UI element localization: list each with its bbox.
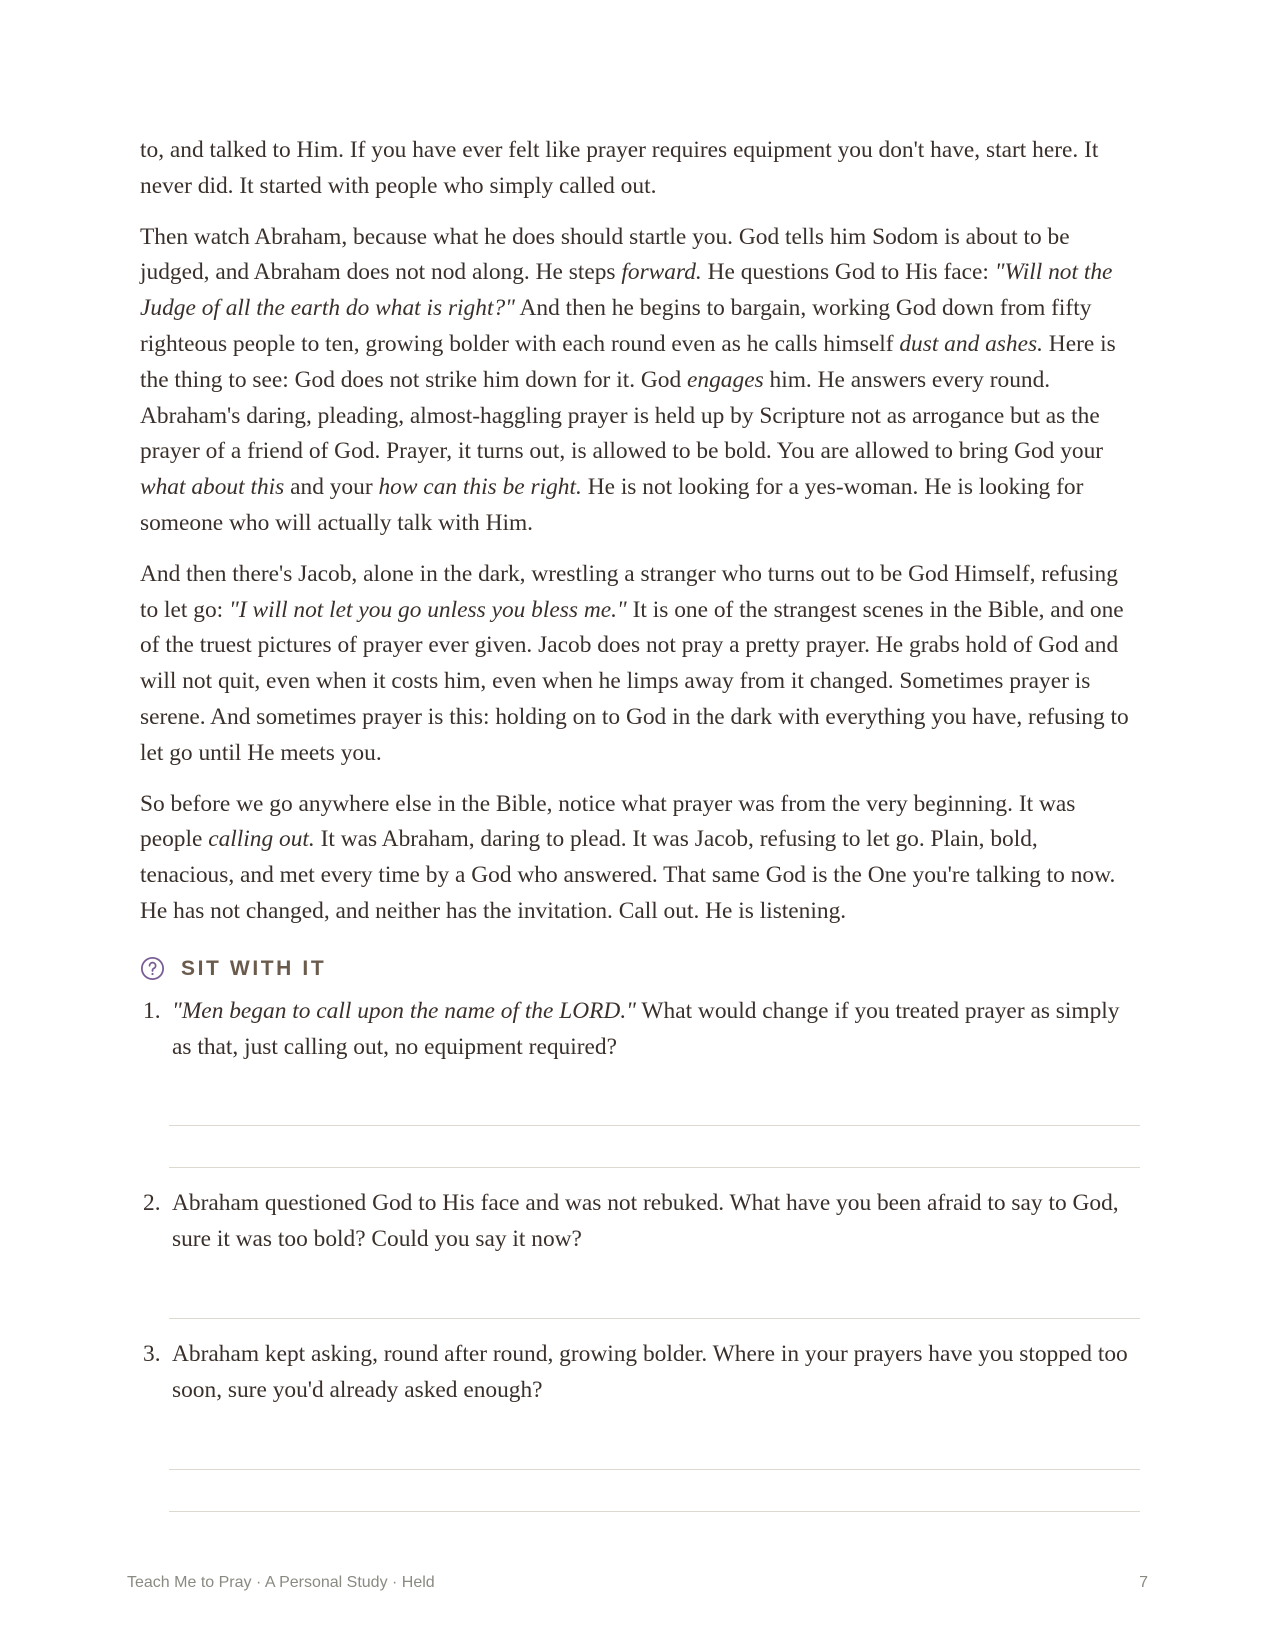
- page-number: 7: [1139, 1574, 1148, 1591]
- question-item: [140, 1186, 1135, 1319]
- paragraph: [140, 220, 1135, 542]
- answer-line[interactable]: [169, 1167, 1140, 1168]
- question-text: [140, 1337, 1135, 1409]
- question-item: [140, 1337, 1135, 1512]
- emphasis-text: forward.: [621, 259, 702, 286]
- text-run: So before we go anywhere else in the Bible, notice what prayer was from the very beginning. It was people: [140, 790, 1076, 853]
- question-number: 3.: [143, 1340, 161, 1367]
- paragraph: [140, 787, 1135, 930]
- question-number: 2.: [143, 1190, 161, 1217]
- page-content: [140, 133, 1135, 1530]
- question-body: [172, 1190, 1119, 1252]
- section-header: [140, 952, 1135, 986]
- text-run: and your: [284, 474, 379, 501]
- emphasis-text: engages: [687, 366, 764, 393]
- question-circle-icon: [140, 956, 165, 981]
- question-list: [140, 994, 1135, 1512]
- answer-line[interactable]: [169, 1125, 1140, 1126]
- emphasis-text: "I will not let you go unless you bless me.": [229, 596, 627, 623]
- answer-line[interactable]: [169, 1511, 1140, 1512]
- question-text: [140, 1186, 1135, 1258]
- text-run: to, and talked to Him. If you have ever felt like prayer requires equipment you don't have, start here. It never did. It started with people who simply called out.: [140, 137, 1099, 199]
- question-item: [140, 994, 1135, 1169]
- emphasis-text: how can this be right.: [378, 474, 582, 501]
- text-run: What would change if you treated prayer as simply as that, just calling out, no equipment required?: [172, 997, 1120, 1060]
- question-text: [140, 994, 1135, 1066]
- text-run: And then there's Jacob, alone in the dark, wrestling a stranger who turns out to be God Himself, refusing to let go:: [140, 560, 1118, 623]
- text-run: Abraham questioned God to His face and was not rebuked. What have you been afraid to say to God, sure it was too bold? Could you say it now?: [172, 1190, 1119, 1253]
- text-run: Here is the thing to see: God does not strike him down for it. God: [140, 330, 1116, 393]
- emphasis-text: dust and ashes.: [899, 330, 1043, 357]
- text-run: He is not looking for a yes-woman. He is looking for someone who will actually talk with Him.: [140, 474, 1084, 536]
- emphasis-text: what about this: [140, 474, 285, 501]
- text-run: He questions God to His face:: [701, 259, 995, 286]
- answer-line[interactable]: [169, 1469, 1140, 1470]
- text-run: Then watch Abraham, because what he does should startle you. God tells him Sodom is about to be judged, and Abraham does not nod along. He steps: [140, 223, 1070, 286]
- question-body: [172, 1341, 1128, 1403]
- body-text: [140, 133, 1135, 930]
- page-footer: [127, 1574, 1148, 1592]
- emphasis-text: "Men began to call upon the name of the LORD.": [172, 997, 636, 1024]
- text-run: him. He answers every round. Abraham's daring, pleading, almost-haggling prayer is held up by Scripture not as arrogance but as the prayer of a friend of God. Prayer, it turns out, is allowed to be bold. You are allowed to bring God your: [140, 366, 1104, 465]
- section-title: SIT WITH IT: [181, 956, 327, 980]
- question-number: 1.: [143, 997, 161, 1024]
- footer-title: Teach Me to Pray · A Personal Study · Held: [127, 1574, 435, 1591]
- text-run: And then he begins to bargain, working God down from fifty righteous people to ten, growing bolder with each round even as he calls himself: [140, 295, 1092, 357]
- question-body: [172, 998, 1119, 1060]
- emphasis-text: "Will not the Judge of all the earth do what is right?": [140, 259, 1113, 322]
- text-run: It is one of the strangest scenes in the Bible, and one of the truest pictures of prayer ever given. Jacob does not pray a pretty prayer. He grabs hold of God and will not quit, even when it costs him, even when he limps away from it changed. Sometimes prayer is serene. And sometimes prayer is this: holding on to God in the dark with everything you have, refusing to let go until He meets you.: [140, 596, 1129, 766]
- text-run: Abraham kept asking, round after round, growing bolder. Where in your prayers have you stopped too soon, sure you'd already asked enough?: [172, 1340, 1128, 1403]
- emphasis-text: calling out.: [208, 826, 315, 853]
- text-run: It was Abraham, daring to plead. It was Jacob, refusing to let go. Plain, bold, tenacious, and met every time by a God who answered. That same God is the One you're talking to now. He has not changed, and neither has the invitation. Call out. He is listening.: [140, 826, 1116, 924]
- paragraph: [140, 133, 1135, 205]
- answer-line[interactable]: [169, 1318, 1140, 1319]
- paragraph: [140, 557, 1135, 772]
